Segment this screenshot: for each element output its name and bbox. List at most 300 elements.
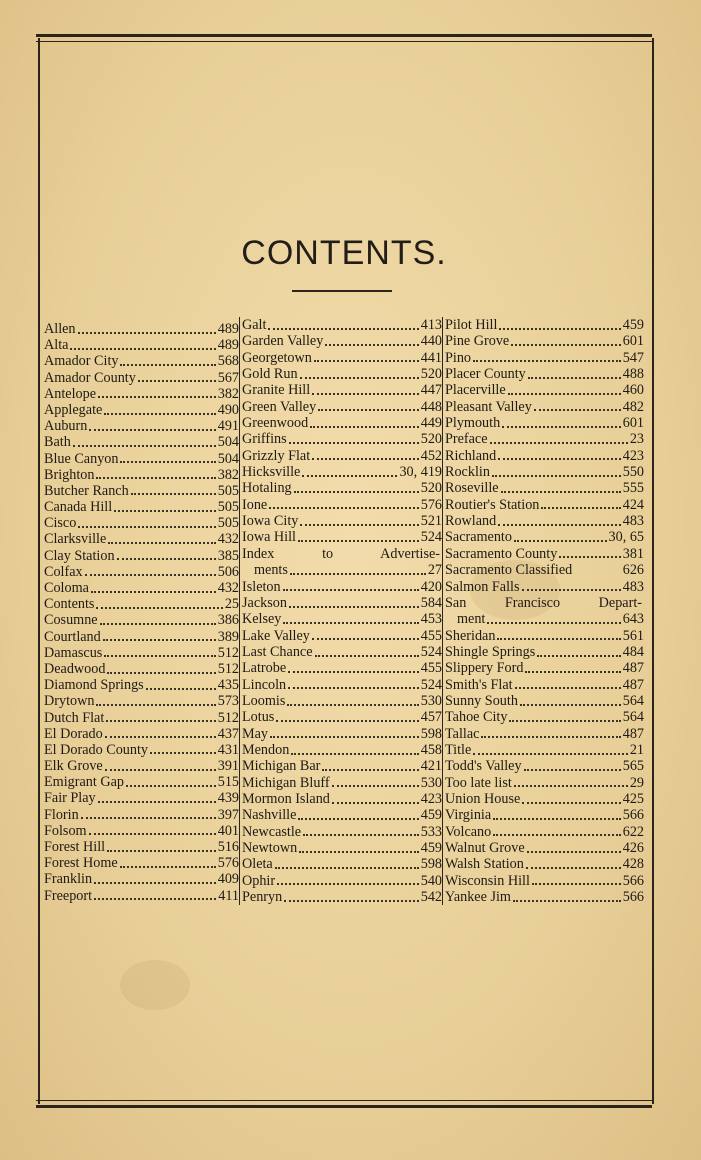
entry-name: ments — [254, 562, 288, 579]
index-entry — [44, 661, 239, 677]
entry-name: Richland — [445, 447, 497, 464]
index-entry — [242, 873, 442, 889]
index-entry — [445, 742, 644, 758]
dot-leader — [105, 768, 216, 771]
entry-page-number: 397 — [217, 806, 239, 823]
index-entry — [44, 321, 239, 337]
dot-leader — [120, 363, 215, 366]
dot-leader — [513, 899, 621, 902]
entry-page-number: 440 — [420, 333, 442, 350]
index-entry — [44, 774, 239, 790]
index-entry — [44, 888, 239, 904]
entry-name: Cisco — [44, 515, 77, 532]
entry-page-number: 524 — [420, 529, 442, 546]
entry-page-number: 564 — [622, 692, 644, 709]
index-entry — [445, 399, 644, 415]
index-entry — [44, 645, 239, 661]
entry-page-number: 424 — [622, 496, 644, 513]
entry-page-number: 598 — [420, 725, 442, 742]
dot-leader — [526, 866, 621, 869]
index-entry — [44, 580, 239, 596]
index-entry — [445, 628, 644, 644]
entry-page-number: 441 — [420, 349, 442, 366]
entry-name: Grizzly Flat — [242, 447, 311, 464]
dot-leader — [312, 457, 419, 460]
entry-name: Allen — [44, 321, 76, 337]
entry-page-number: 601 — [622, 333, 644, 350]
entry-page-number: 512 — [217, 644, 239, 661]
dot-leader — [498, 523, 620, 526]
bottom-border-rule — [36, 1100, 652, 1108]
dot-leader — [276, 719, 418, 722]
entry-name: Preface — [445, 431, 488, 448]
dot-leader — [288, 686, 419, 689]
entry-name: Pilot Hill — [445, 317, 498, 333]
index-entry — [242, 758, 442, 774]
index-entry — [445, 595, 644, 611]
entry-name: Isleton — [242, 578, 281, 595]
entry-page-number: 29 — [629, 774, 644, 791]
entry-name: Tahoe City — [445, 709, 508, 726]
entry-page-number: 576 — [217, 855, 239, 872]
entry-page-number: 423 — [420, 790, 442, 807]
entry-name: El Dorado County — [44, 741, 149, 758]
entry-name: Contents — [44, 596, 95, 613]
entry-page-number: 561 — [622, 627, 644, 644]
index-entry — [445, 529, 644, 545]
index-entry — [242, 448, 442, 464]
dot-leader — [275, 866, 419, 869]
index-entry — [242, 415, 442, 431]
dot-leader — [289, 441, 419, 444]
entry-name: Mendon — [242, 741, 290, 758]
entry-page-number: 439 — [217, 790, 239, 807]
entry-page-number: 550 — [622, 464, 644, 481]
entry-name: Todd's Valley — [445, 758, 522, 775]
dot-leader — [498, 457, 620, 460]
index-entry — [242, 399, 442, 415]
entry-page-number: 460 — [622, 382, 644, 399]
dot-leader — [283, 588, 419, 591]
index-entry — [445, 562, 644, 578]
dot-leader — [104, 654, 215, 657]
entry-name: Galt — [242, 317, 267, 333]
dot-leader — [509, 719, 620, 722]
entry-page-number: 428 — [622, 856, 644, 873]
index-entry — [445, 350, 644, 366]
dot-leader — [98, 395, 216, 398]
entry-name: ment — [457, 611, 486, 628]
dot-leader — [315, 654, 419, 657]
dot-leader — [96, 606, 222, 609]
entry-name: Greenwood — [242, 415, 309, 432]
index-entry — [44, 483, 239, 499]
index-entry — [445, 856, 644, 872]
dot-leader — [298, 817, 418, 820]
entry-page-number: 626 — [622, 562, 644, 579]
entry-page-number: 520 — [420, 366, 442, 383]
entry-page-number: 566 — [622, 807, 644, 824]
index-entry — [242, 382, 442, 398]
entry-page-number: 567 — [217, 369, 239, 386]
entry-page-number: 515 — [217, 774, 239, 791]
index-entry — [242, 742, 442, 758]
index-entry — [445, 840, 644, 856]
index-entry — [242, 807, 442, 823]
dot-leader — [78, 331, 216, 334]
entry-name: Sheridan — [445, 627, 496, 644]
dot-leader — [493, 817, 621, 820]
entry-name: Florin — [44, 806, 79, 823]
index-entry — [242, 595, 442, 611]
index-entry — [242, 840, 442, 856]
dot-leader — [270, 735, 419, 738]
dot-leader — [314, 359, 419, 362]
entry-name: Placerville — [445, 382, 506, 399]
index-entry — [445, 775, 644, 791]
entry-name: Amador County — [44, 369, 136, 386]
index-entry — [445, 611, 644, 627]
index-entry — [44, 402, 239, 418]
index-entry — [44, 386, 239, 402]
entry-page-number: 487 — [622, 725, 644, 742]
entry-page-number: 423 — [622, 447, 644, 464]
dot-leader — [100, 622, 216, 625]
entry-name: Pine Grove — [445, 333, 510, 350]
entry-page-number: 512 — [217, 660, 239, 677]
entry-page-number: 401 — [217, 822, 239, 839]
dot-leader — [492, 474, 621, 477]
entry-page-number: 459 — [420, 807, 442, 824]
entry-name: Cosumne — [44, 612, 98, 629]
dot-leader — [94, 881, 216, 884]
dot-leader — [528, 376, 621, 379]
dot-leader — [300, 376, 419, 379]
entry-page-number: 459 — [622, 317, 644, 333]
entry-name: Granite Hill — [242, 382, 311, 399]
dot-leader — [534, 408, 621, 411]
index-entry — [445, 415, 644, 431]
index-entry — [445, 448, 644, 464]
entry-name: Forest Hill — [44, 839, 106, 855]
dot-leader — [107, 671, 215, 674]
entry-name: Alta — [44, 337, 69, 354]
index-entry — [44, 807, 239, 823]
dot-leader — [277, 882, 419, 885]
entry-name: Penryn — [242, 889, 283, 906]
entry-name: Clarksville — [44, 531, 107, 548]
dot-leader — [541, 506, 620, 509]
entry-name: Hicksville — [242, 464, 301, 481]
entry-page-number: 487 — [622, 676, 644, 693]
entry-name: Oleta — [242, 856, 273, 873]
index-entry — [44, 855, 239, 871]
index-entry — [445, 480, 644, 496]
index-entry — [242, 677, 442, 693]
dot-leader — [302, 474, 397, 477]
entry-page-number: 506 — [217, 563, 239, 580]
index-entry — [242, 856, 442, 872]
entry-name: Butcher Ranch — [44, 482, 129, 499]
entry-name: Diamond Springs — [44, 677, 144, 694]
entry-page-number: 598 — [420, 856, 442, 873]
entry-name: Ophir — [242, 872, 276, 889]
entry-page-number: 426 — [622, 840, 644, 856]
page-title: CONTENTS. — [241, 234, 447, 272]
index-entry — [242, 611, 442, 627]
entry-page-number: 382 — [217, 385, 239, 402]
entry-page-number: 425 — [622, 790, 644, 807]
entry-page-number: 386 — [217, 612, 239, 629]
index-entry — [242, 497, 442, 513]
entry-page-number: 564 — [622, 709, 644, 726]
entry-name: Garden Valley — [242, 333, 324, 350]
dot-leader — [81, 816, 216, 819]
dot-leader — [107, 849, 216, 852]
index-entry — [44, 418, 239, 434]
entry-page-number: 431 — [217, 741, 239, 758]
entry-page-number: 459 — [420, 840, 442, 856]
index-entry — [44, 515, 239, 531]
dot-leader — [126, 784, 216, 787]
entry-page-number: 520 — [420, 480, 442, 497]
entry-page-number: 25 — [224, 596, 239, 613]
entry-name: Damascus — [44, 644, 103, 661]
entry-page-number: 23 — [629, 431, 644, 448]
entry-page-number: 385 — [217, 547, 239, 564]
entry-page-number: 542 — [420, 889, 442, 906]
entry-name: Newcastle — [242, 823, 302, 840]
index-entry — [44, 823, 239, 839]
entry-page-number: 491 — [217, 418, 239, 435]
entry-name: Plymouth — [445, 415, 501, 432]
index-entry — [44, 693, 239, 709]
entry-page-number: 573 — [217, 693, 239, 710]
dot-leader — [537, 654, 620, 657]
dot-leader — [522, 801, 620, 804]
dot-leader — [283, 621, 418, 624]
index-entry — [44, 451, 239, 467]
dot-leader — [108, 541, 215, 544]
dot-leader — [288, 670, 419, 673]
dot-leader — [501, 490, 621, 493]
entry-name: Clay Station — [44, 547, 115, 564]
index-entry — [44, 742, 239, 758]
index-entry — [445, 726, 644, 742]
dot-leader — [120, 865, 216, 868]
index-entry — [445, 791, 644, 807]
entry-page-number: 505 — [217, 515, 239, 532]
entry-name: Mormon Island — [242, 790, 330, 807]
entry-page-number: 483 — [622, 513, 644, 530]
index-entry — [242, 562, 442, 578]
entry-page-number: 555 — [622, 480, 644, 497]
entry-page-number: 533 — [420, 823, 442, 840]
index-entry — [242, 726, 442, 742]
dot-leader — [524, 768, 621, 771]
index-entry — [44, 596, 239, 612]
dot-leader — [287, 703, 418, 706]
dot-leader — [332, 784, 419, 787]
entry-page-number: 524 — [420, 643, 442, 660]
entry-name: Michigan Bluff — [242, 774, 330, 791]
entry-page-number: 482 — [622, 398, 644, 415]
entry-name: Colfax — [44, 563, 83, 580]
dot-leader — [150, 751, 216, 754]
entry-name: Walnut Grove — [445, 840, 525, 856]
entry-name: Sacramento — [445, 529, 512, 546]
entry-name: Canada Hill — [44, 499, 113, 516]
dot-leader — [268, 327, 418, 330]
dot-leader — [499, 327, 620, 330]
dot-leader — [511, 343, 620, 346]
entry-name: Sacramento Classified — [445, 562, 573, 579]
contents-index — [44, 317, 644, 905]
index-entry — [445, 677, 644, 693]
index-entry — [242, 660, 442, 676]
dot-leader — [497, 637, 620, 640]
index-entry — [445, 464, 644, 480]
dot-leader — [522, 588, 621, 591]
entry-page-number: 21 — [629, 741, 644, 758]
dot-leader — [120, 460, 215, 463]
index-entry — [242, 529, 442, 545]
index-entry — [445, 889, 644, 905]
index-entry — [445, 497, 644, 513]
index-entry — [44, 726, 239, 742]
entry-name: Tallac — [445, 725, 480, 742]
entry-name: Newtown — [242, 840, 298, 856]
entry-name: Nashville — [242, 807, 297, 824]
entry-name: May — [242, 725, 269, 742]
index-entry — [44, 790, 239, 806]
entry-name: Courtland — [44, 628, 101, 645]
dot-leader — [131, 492, 216, 495]
dot-leader — [289, 605, 419, 608]
entry-name: Smith's Flat — [445, 676, 513, 693]
entry-name: Georgetown — [242, 349, 312, 366]
index-entry — [44, 677, 239, 693]
index-entry — [445, 758, 644, 774]
index-entry — [44, 370, 239, 386]
index-entry — [445, 824, 644, 840]
entry-page-number: 568 — [217, 353, 239, 370]
entry-page-number: 453 — [420, 611, 442, 628]
dot-leader — [515, 686, 621, 689]
index-entry — [242, 546, 442, 562]
entry-name: Walsh Station — [445, 856, 524, 873]
entry-name: Brighton — [44, 466, 95, 483]
dot-leader — [532, 882, 621, 885]
index-entry — [44, 548, 239, 564]
index-entry — [44, 758, 239, 774]
dot-leader — [73, 444, 216, 447]
entry-name: Michigan Bar — [242, 758, 321, 775]
entry-name: Pleasant Valley — [445, 398, 532, 415]
entry-page-number: 455 — [420, 660, 442, 677]
entry-page-number: 547 — [622, 349, 644, 366]
entry-page-number: 435 — [217, 677, 239, 694]
entry-page-number: 458 — [420, 741, 442, 758]
dot-leader — [299, 850, 419, 853]
index-entry — [445, 644, 644, 660]
entry-name: Iowa Hill — [242, 529, 296, 546]
dot-leader — [105, 735, 216, 738]
entry-name: Rocklin — [445, 464, 490, 481]
entry-page-number: 521 — [420, 513, 442, 530]
index-entry — [242, 628, 442, 644]
entry-name: Drytown — [44, 693, 95, 710]
entry-name: Virginia — [445, 807, 492, 824]
dot-leader — [85, 573, 216, 576]
entry-page-number: 489 — [217, 321, 239, 337]
dot-leader — [490, 441, 628, 444]
entry-name: Too late list — [445, 774, 512, 791]
entry-name: Salmon Falls — [445, 578, 520, 595]
index-entry — [242, 431, 442, 447]
entry-page-number: 484 — [622, 643, 644, 660]
dot-leader — [312, 637, 419, 640]
index-column-3 — [442, 317, 644, 905]
entry-name: Emigrant Gap — [44, 774, 124, 791]
entry-page-number: 449 — [420, 415, 442, 432]
entry-name: Ione — [242, 496, 268, 513]
entry-page-number: 437 — [217, 725, 239, 742]
entry-name: Griffins — [242, 431, 287, 448]
entry-page-number: 488 — [622, 366, 644, 383]
entry-page-number: 448 — [420, 398, 442, 415]
entry-page-number: 530 — [420, 774, 442, 791]
entry-name: Lotus — [242, 709, 275, 726]
dot-leader — [514, 539, 607, 542]
dot-leader — [146, 687, 216, 690]
entry-page-number: 566 — [622, 889, 644, 906]
entry-name: Applegate — [44, 401, 103, 418]
entry-page-number: 584 — [420, 594, 442, 611]
index-entry — [242, 709, 442, 725]
dot-leader — [473, 752, 628, 755]
entry-name: Fair Play — [44, 790, 96, 807]
entry-page-number: 504 — [217, 434, 239, 451]
index-column-1 — [44, 317, 239, 905]
entry-name: Gold Run — [242, 366, 298, 383]
dot-leader — [89, 832, 216, 835]
dot-leader — [525, 670, 620, 673]
entry-name: Lake Valley — [242, 627, 310, 644]
entry-page-number: 530 — [420, 692, 442, 709]
entry-page-number: 524 — [420, 676, 442, 693]
entry-page-number: 381 — [622, 545, 644, 562]
entry-name: Folsom — [44, 822, 87, 839]
entry-name: Hotaling — [242, 480, 292, 497]
dot-leader — [94, 897, 216, 900]
entry-name: Title — [445, 741, 472, 758]
dot-leader — [269, 506, 419, 509]
entry-name: Union House — [445, 790, 521, 807]
entry-name: Wisconsin Hill — [445, 872, 530, 889]
index-entry — [44, 839, 239, 855]
entry-page-number: 432 — [217, 531, 239, 548]
dot-leader — [98, 800, 216, 803]
entry-name: Dutch Flat — [44, 709, 105, 726]
index-entry — [242, 480, 442, 496]
dot-leader — [520, 703, 621, 706]
index-entry — [44, 710, 239, 726]
entry-page-number: 421 — [420, 758, 442, 775]
dot-leader — [89, 428, 215, 431]
entry-name: Rowland — [445, 513, 497, 530]
entry-name: Roseville — [445, 480, 499, 497]
